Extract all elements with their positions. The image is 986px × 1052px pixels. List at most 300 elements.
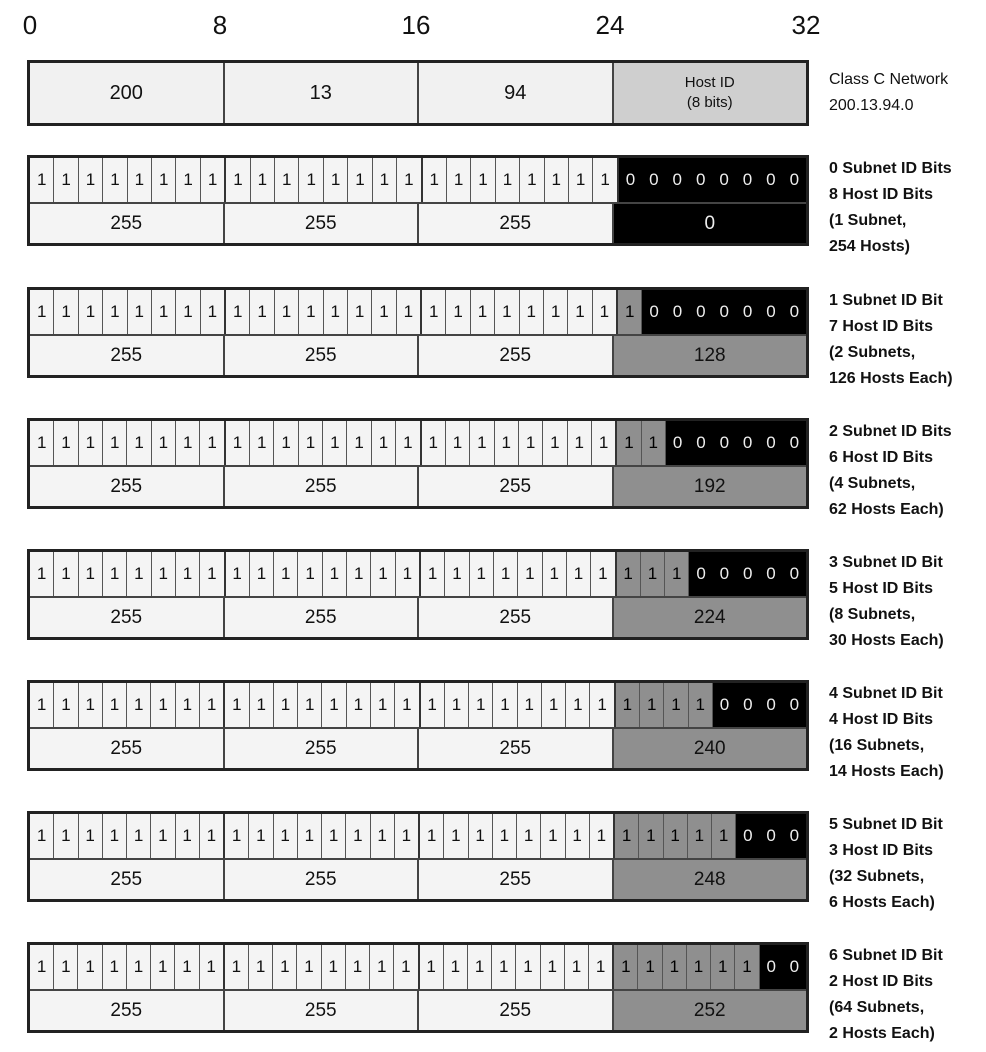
host-bit: 0	[713, 290, 736, 334]
host-id-cell	[614, 63, 807, 123]
network-bit: 1	[176, 290, 200, 334]
network-bit: 1	[470, 421, 494, 465]
network-bit: 1	[495, 421, 519, 465]
row-caption-line: (4 Subnets,	[829, 475, 916, 492]
network-bit: 1	[30, 421, 54, 465]
network-bit: 1	[30, 945, 54, 989]
subnet-bit: 1	[712, 814, 736, 858]
network-bit: 1	[347, 552, 371, 596]
network-bit: 1	[152, 552, 176, 596]
network-bit: 1	[54, 552, 78, 596]
network-bit: 1	[226, 421, 250, 465]
mask-last-octet: 224	[614, 598, 807, 637]
network-bit: 1	[298, 552, 322, 596]
network-bit: 1	[251, 158, 275, 202]
network-bit: 1	[544, 290, 568, 334]
network-bit: 1	[447, 158, 471, 202]
row-caption-line: 4 Subnet ID Bit	[829, 685, 943, 702]
host-bit: 0	[736, 290, 759, 334]
network-bit: 1	[298, 683, 322, 727]
network-bit: 1	[567, 552, 591, 596]
network-bit: 1	[591, 552, 616, 596]
network-bit: 1	[151, 945, 175, 989]
network-bit: 1	[468, 945, 492, 989]
mask-bits	[30, 158, 806, 204]
host-bit: 0	[736, 421, 759, 465]
network-bit: 1	[176, 552, 200, 596]
host-bit: 0	[759, 421, 782, 465]
mask-bits	[30, 945, 806, 991]
network-bit: 1	[78, 945, 102, 989]
network-bit: 1	[593, 290, 618, 334]
row-caption-line: 5 Host ID Bits	[829, 580, 934, 597]
subnet-bit: 1	[665, 552, 689, 596]
mask-octet-255: 255	[30, 467, 225, 506]
network-bit: 1	[492, 945, 516, 989]
row-caption-line: (1 Subnet,	[829, 212, 907, 229]
network-bit: 1	[297, 945, 321, 989]
row-caption	[829, 812, 943, 916]
mask-row	[27, 287, 809, 378]
network-bit: 1	[151, 814, 175, 858]
network-bit: 1	[30, 158, 54, 202]
network-bit: 1	[274, 552, 298, 596]
scale-label-0: 0	[22, 10, 38, 40]
mask-octets	[30, 729, 806, 768]
network-bit: 1	[54, 683, 78, 727]
subnet-bit: 1	[688, 814, 712, 858]
network-bit: 1	[394, 945, 419, 989]
subnet-bit: 1	[664, 683, 688, 727]
mask-octet-255: 255	[419, 336, 614, 375]
network-bit: 1	[541, 814, 565, 858]
network-bit: 1	[421, 683, 445, 727]
network-address-box	[27, 60, 809, 126]
network-bit: 1	[396, 421, 421, 465]
network-bit: 1	[200, 552, 225, 596]
network-bit: 1	[324, 290, 348, 334]
mask-octet-255: 255	[225, 467, 420, 506]
mask-octet-255: 255	[30, 729, 225, 768]
network-bit: 1	[371, 814, 395, 858]
network-bit: 1	[176, 683, 200, 727]
mask-bits	[30, 814, 806, 860]
network-bit: 1	[128, 290, 152, 334]
mask-octet-255: 255	[419, 860, 614, 899]
network-bit: 1	[420, 814, 444, 858]
host-bit: 0	[783, 421, 806, 465]
network-bit: 1	[322, 945, 346, 989]
mask-bits	[30, 552, 806, 598]
subnet-bit: 1	[639, 814, 663, 858]
mask-octets	[30, 336, 806, 375]
network-bit: 1	[396, 552, 421, 596]
network-bit: 1	[589, 945, 614, 989]
scale-label-32: 32	[791, 10, 821, 40]
subnet-bit: 1	[617, 552, 641, 596]
mask-octet-255: 255	[419, 991, 614, 1030]
network-bit: 1	[54, 945, 78, 989]
network-bit: 1	[346, 814, 370, 858]
network-bit: 1	[225, 945, 249, 989]
row-caption-line: (32 Subnets,	[829, 868, 925, 885]
network-bit: 1	[444, 814, 468, 858]
network-bit: 1	[322, 683, 346, 727]
network-bit: 1	[516, 945, 540, 989]
network-bit: 1	[249, 814, 273, 858]
mask-row	[27, 549, 809, 640]
network-bit: 1	[469, 814, 493, 858]
network-bit: 1	[371, 552, 395, 596]
network-bit: 1	[298, 814, 322, 858]
network-bit: 1	[54, 158, 78, 202]
scale-label-24: 24	[595, 10, 625, 40]
mask-octets	[30, 991, 806, 1030]
network-bit: 1	[176, 814, 200, 858]
network-bit: 1	[127, 945, 151, 989]
host-bit: 0	[783, 945, 806, 989]
row-caption-line: 62 Hosts Each)	[829, 501, 944, 518]
host-bit: 0	[783, 814, 806, 858]
mask-last-octet: 248	[614, 860, 807, 899]
mask-octet-255: 255	[419, 598, 614, 637]
mask-octet-255: 255	[225, 860, 420, 899]
network-bit: 1	[275, 158, 299, 202]
network-bit: 1	[395, 683, 420, 727]
network-bit: 1	[542, 683, 566, 727]
subnet-bit: 1	[664, 814, 688, 858]
network-bit: 1	[226, 158, 250, 202]
network-bit: 1	[346, 945, 370, 989]
network-bit: 1	[471, 158, 495, 202]
row-caption-line: (8 Subnets,	[829, 606, 916, 623]
host-bit: 0	[689, 290, 712, 334]
network-bit: 1	[469, 683, 493, 727]
network-bit: 1	[274, 421, 298, 465]
row-caption-line: 5 Subnet ID Bit	[829, 816, 943, 833]
network-bit: 1	[420, 945, 444, 989]
network-bit: 1	[323, 552, 347, 596]
network-bit: 1	[590, 814, 615, 858]
network-bit: 1	[103, 814, 127, 858]
mask-bits	[30, 421, 806, 467]
network-bit: 1	[127, 552, 151, 596]
network-bit: 1	[348, 158, 372, 202]
host-bit: 0	[689, 158, 712, 202]
row-caption-line: 6 Subnet ID Bit	[829, 947, 943, 964]
mask-octet-255: 255	[419, 204, 614, 243]
network-bit: 1	[372, 421, 396, 465]
row-caption	[829, 681, 944, 785]
network-bit: 1	[79, 683, 103, 727]
host-bit: 0	[760, 945, 783, 989]
row-caption-line: 6 Host ID Bits	[829, 449, 934, 466]
row-caption-line: (2 Subnets,	[829, 344, 916, 361]
network-bit: 1	[395, 814, 420, 858]
row-caption	[829, 550, 944, 654]
network-octet-3: 94	[419, 63, 614, 123]
network-bit: 1	[445, 552, 469, 596]
host-bit: 0	[619, 158, 642, 202]
network-bit: 1	[568, 290, 592, 334]
network-bit: 1	[520, 290, 544, 334]
subnet-bit: 1	[687, 945, 711, 989]
network-bit: 1	[299, 421, 323, 465]
network-bit: 1	[569, 158, 593, 202]
network-bit: 1	[422, 421, 446, 465]
network-bit: 1	[423, 158, 447, 202]
network-bit: 1	[30, 814, 54, 858]
network-bit: 1	[250, 290, 274, 334]
network-bit: 1	[103, 421, 127, 465]
subnet-bit: 1	[616, 683, 640, 727]
network-bit: 1	[274, 814, 298, 858]
network-octet-1: 200	[30, 63, 225, 123]
network-bit: 1	[519, 421, 543, 465]
network-bit: 1	[372, 290, 396, 334]
host-bit: 0	[760, 814, 783, 858]
network-bit: 1	[79, 290, 103, 334]
network-bit: 1	[103, 290, 127, 334]
row-caption-line: 3 Host ID Bits	[829, 842, 934, 859]
host-bit: 0	[736, 552, 759, 596]
mask-octet-255: 255	[225, 204, 420, 243]
network-bit: 1	[566, 814, 590, 858]
network-bit: 1	[543, 552, 567, 596]
subnet-bit: 1	[614, 945, 638, 989]
host-bit: 0	[759, 552, 782, 596]
network-bit: 1	[541, 945, 565, 989]
network-bit: 1	[250, 421, 274, 465]
mask-row	[27, 155, 809, 246]
network-bit: 1	[470, 552, 494, 596]
row-caption-line: (64 Subnets,	[829, 999, 925, 1016]
host-bit: 0	[713, 552, 736, 596]
network-bit: 1	[495, 290, 519, 334]
network-bit: 1	[493, 683, 517, 727]
network-bit: 1	[79, 158, 103, 202]
network-bit: 1	[30, 552, 54, 596]
mask-octet-255: 255	[225, 336, 420, 375]
network-bit: 1	[299, 158, 323, 202]
network-bit: 1	[494, 552, 518, 596]
network-bit: 1	[446, 421, 470, 465]
network-bit: 1	[225, 814, 249, 858]
network-bit: 1	[128, 158, 152, 202]
network-bit: 1	[348, 290, 372, 334]
subnet-bit: 1	[663, 945, 687, 989]
row-caption-line: 2 Hosts Each)	[829, 1025, 935, 1042]
mask-last-octet: 252	[614, 991, 807, 1030]
network-bit: 1	[568, 421, 592, 465]
subnet-bit: 1	[615, 814, 639, 858]
network-bit: 1	[422, 290, 446, 334]
network-bit: 1	[79, 421, 103, 465]
host-bit: 0	[783, 552, 806, 596]
network-bit: 1	[103, 945, 127, 989]
host-bit: 0	[783, 290, 806, 334]
host-id-bits-label: (8 bits)	[686, 94, 733, 111]
network-bit: 1	[30, 683, 54, 727]
mask-octet-255: 255	[225, 991, 420, 1030]
network-bit: 1	[518, 552, 542, 596]
subnet-bit: 1	[641, 552, 665, 596]
network-bit: 1	[200, 421, 225, 465]
network-bit: 1	[593, 158, 618, 202]
network-bit: 1	[249, 945, 273, 989]
network-bit: 1	[200, 683, 225, 727]
subnet-bit: 1	[735, 945, 759, 989]
row-caption-line: 14 Hosts Each)	[829, 763, 944, 780]
mask-octet-255: 255	[419, 467, 614, 506]
host-bit: 0	[689, 552, 712, 596]
network-bit: 1	[225, 683, 249, 727]
network-bit: 1	[54, 814, 78, 858]
network-bit: 1	[371, 683, 395, 727]
mask-last-octet: 240	[614, 729, 807, 768]
network-bit: 1	[373, 158, 397, 202]
network-bit: 1	[176, 421, 200, 465]
host-bit: 0	[642, 158, 665, 202]
network-bit: 1	[543, 421, 567, 465]
subnet-bit: 1	[711, 945, 735, 989]
mask-octet-255: 255	[30, 860, 225, 899]
mask-octet-255: 255	[30, 336, 225, 375]
network-bit: 1	[103, 683, 127, 727]
host-bit: 0	[783, 158, 806, 202]
subnet-bit: 1	[642, 421, 666, 465]
network-bit: 1	[54, 421, 78, 465]
network-bit: 1	[250, 683, 274, 727]
row-caption-line: 30 Hosts Each)	[829, 632, 944, 649]
network-bit: 1	[201, 290, 226, 334]
network-bit: 1	[201, 158, 226, 202]
network-bit: 1	[444, 945, 468, 989]
mask-last-octet: 128	[614, 336, 807, 375]
row-caption-line: 2 Subnet ID Bits	[829, 423, 952, 440]
network-bit: 1	[347, 421, 371, 465]
row-caption-line: 8 Host ID Bits	[829, 186, 934, 203]
row-caption	[829, 419, 952, 523]
host-bit: 0	[759, 290, 782, 334]
network-bit: 1	[127, 421, 151, 465]
row-caption-line: 7 Host ID Bits	[829, 318, 934, 335]
network-bit: 1	[103, 158, 127, 202]
row-caption	[829, 288, 953, 392]
network-bit: 1	[446, 290, 470, 334]
network-bit: 1	[200, 814, 225, 858]
mask-octets	[30, 860, 806, 899]
host-bit: 0	[736, 158, 759, 202]
network-bit: 1	[299, 290, 323, 334]
row-caption-line: 6 Hosts Each)	[829, 894, 935, 911]
host-bit: 0	[712, 158, 735, 202]
mask-octet-255: 255	[225, 729, 420, 768]
network-bit: 1	[176, 158, 200, 202]
mask-last-octet: 0	[614, 204, 807, 243]
host-bit: 0	[713, 683, 736, 727]
host-bit: 0	[666, 158, 689, 202]
mask-octet-255: 255	[30, 598, 225, 637]
host-bit: 0	[666, 421, 689, 465]
network-octet-2: 13	[225, 63, 420, 123]
network-bit: 1	[175, 945, 199, 989]
host-bit: 0	[642, 290, 665, 334]
subnet-bit: 1	[618, 290, 642, 334]
network-bit: 1	[565, 945, 589, 989]
network-bit: 1	[152, 421, 176, 465]
network-bit: 1	[397, 290, 422, 334]
row-caption	[829, 156, 952, 260]
row-caption-line: 2 Host ID Bits	[829, 973, 934, 990]
host-bit: 0	[689, 421, 712, 465]
subnet-bit: 1	[689, 683, 713, 727]
network-bit: 1	[275, 290, 299, 334]
network-caption	[829, 67, 948, 119]
network-bit: 1	[323, 421, 347, 465]
host-bit: 0	[713, 421, 736, 465]
network-bit: 1	[370, 945, 394, 989]
row-caption-line: 254 Hosts)	[829, 238, 910, 255]
network-bit: 1	[273, 945, 297, 989]
host-bit: 0	[759, 158, 782, 202]
network-bit: 1	[545, 158, 569, 202]
host-bit: 0	[736, 814, 759, 858]
network-bit: 1	[152, 158, 176, 202]
mask-bits	[30, 290, 806, 336]
network-bit: 1	[226, 290, 250, 334]
network-bit: 1	[127, 814, 151, 858]
network-bit: 1	[518, 683, 542, 727]
subnet-bit: 1	[617, 421, 641, 465]
network-bit: 1	[324, 158, 348, 202]
network-bit: 1	[566, 683, 590, 727]
mask-octets	[30, 598, 806, 637]
mask-row	[27, 680, 809, 771]
mask-row	[27, 418, 809, 509]
mask-octet-255: 255	[419, 729, 614, 768]
network-caption-line-2: 200.13.94.0	[829, 97, 914, 114]
mask-row	[27, 942, 809, 1033]
host-id-label: Host ID	[684, 74, 735, 91]
row-caption-line: 1 Subnet ID Bit	[829, 292, 943, 309]
mask-octets	[30, 204, 806, 243]
network-bit: 1	[347, 683, 371, 727]
host-bit: 0	[759, 683, 782, 727]
network-bit: 1	[496, 158, 520, 202]
network-bit: 1	[471, 290, 495, 334]
row-caption-line: (16 Subnets,	[829, 737, 925, 754]
host-bit: 0	[783, 683, 806, 727]
network-bit: 1	[127, 683, 151, 727]
network-bit: 1	[79, 814, 103, 858]
network-bit: 1	[322, 814, 346, 858]
host-bit: 0	[666, 290, 689, 334]
row-caption-line: 3 Subnet ID Bit	[829, 554, 943, 571]
network-bit: 1	[54, 290, 78, 334]
network-bit: 1	[445, 683, 469, 727]
mask-last-octet: 192	[614, 467, 807, 506]
mask-bits	[30, 683, 806, 729]
row-caption-line: 4 Host ID Bits	[829, 711, 934, 728]
network-bit: 1	[152, 290, 176, 334]
network-bit: 1	[590, 683, 615, 727]
mask-octet-255: 255	[30, 204, 225, 243]
scale-label-16: 16	[401, 10, 431, 40]
mask-octet-255: 255	[30, 991, 225, 1030]
network-bit: 1	[226, 552, 250, 596]
mask-octets	[30, 467, 806, 506]
